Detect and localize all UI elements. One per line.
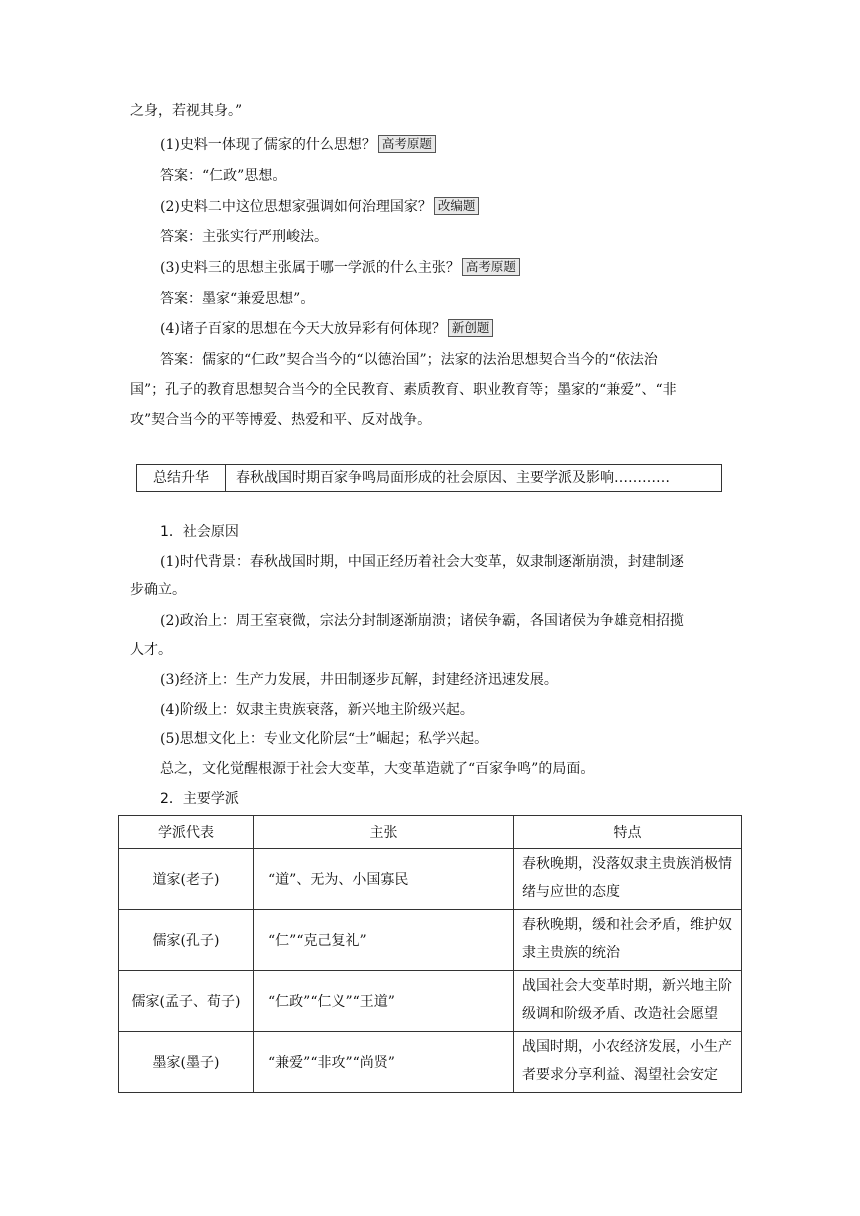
source-tag: 改编题 (434, 197, 480, 215)
question-4 (160, 319, 493, 339)
question-1 (160, 135, 436, 155)
section-heading: 2．主要学派 (160, 791, 239, 807)
question-3 (160, 258, 520, 278)
answer-4-line: 攻”契合当今的平等博爱、热爱和平、反对战争。 (130, 412, 432, 428)
source-tag: 新创题 (448, 319, 494, 337)
schools-table (118, 815, 742, 1093)
answer-4-line: 答案：儒家的“仁政”契合当今的“以德治国”；法家的法治思想契合当今的“依法治 (160, 352, 658, 368)
table-row (119, 971, 742, 1032)
doctrine-cell: “兼爱”“非攻”“尚贤” (254, 1032, 514, 1093)
column-header: 主张 (254, 816, 514, 849)
doctrine-cell: “仁政”“仁义”“王道” (254, 971, 514, 1032)
column-header: 学派代表 (119, 816, 254, 849)
summary-box (136, 464, 722, 492)
school-cell: 墨家(墨子) (119, 1032, 254, 1093)
paragraph-line: (2)政治上：周王室衰微，宗法分封制逐渐崩溃；诸侯争霸，各国诸侯为争雄竞相招揽 (160, 613, 684, 629)
question-text: (3)史料三的思想主张属于哪一学派的什么主张？ (160, 260, 460, 276)
table-row (119, 1032, 742, 1093)
doctrine-cell: “仁”“克己复礼” (254, 910, 514, 971)
text-line: 之身，若视其身。” (130, 103, 243, 119)
column-header: 特点 (514, 816, 742, 849)
feature-cell: 战国时期，小农经济发展，小生产者要求分享利益、渴望社会安定 (514, 1032, 742, 1093)
doctrine-cell: “道”、无为、小国寡民 (254, 849, 514, 910)
question-2 (160, 197, 479, 217)
summary-label: 总结升华 (137, 465, 226, 491)
paragraph-line: (4)阶级上：奴隶主贵族衰落，新兴地主阶级兴起。 (160, 702, 474, 718)
school-cell: 道家(老子) (119, 849, 254, 910)
table-row (119, 910, 742, 971)
paragraph-line: (3)经济上：生产力发展，井田制逐步瓦解，封建经济迅速发展。 (160, 672, 558, 688)
feature-cell: 春秋晚期，没落奴隶主贵族消极情绪与应世的态度 (514, 849, 742, 910)
question-text: (2)史料二中这位思想家强调如何治理国家？ (160, 199, 432, 215)
answer-4-line: 国”；孔子的教育思想契合当今的全民教育、素质教育、职业教育等；墨家的“兼爱”、“非 (130, 382, 677, 398)
source-tag: 高考原题 (378, 135, 436, 153)
summary-title: 春秋战国时期百家争鸣局面形成的社会原因、主要学派及影响………… (236, 470, 670, 486)
paragraph-line: 人才。 (130, 642, 172, 658)
paragraph-line: (1)时代背景：春秋战国时期，中国正经历着社会大变革，奴隶制逐渐崩溃，封建制逐 (160, 554, 684, 570)
question-text: (4)诸子百家的思想在今天大放异彩有何体现？ (160, 321, 446, 337)
answer-3: 答案：墨家“兼爱思想”。 (160, 291, 315, 307)
source-tag: 高考原题 (462, 258, 520, 276)
school-cell: 儒家(孟子、荀子) (119, 971, 254, 1032)
question-text: (1)史料一体现了儒家的什么思想？ (160, 137, 376, 153)
school-cell: 儒家(孔子) (119, 910, 254, 971)
paragraph-line: (5)思想文化上：专业文化阶层“士”崛起；私学兴起。 (160, 731, 489, 747)
paragraph-line: 步确立。 (130, 582, 186, 598)
answer-1: 答案：“仁政”思想。 (160, 168, 287, 184)
table-header-row (119, 816, 742, 849)
feature-cell: 战国社会大变革时期，新兴地主阶级调和阶级矛盾、改造社会愿望 (514, 971, 742, 1032)
section-heading: 1．社会原因 (160, 524, 239, 540)
feature-cell: 春秋晚期，缓和社会矛盾，维护奴隶主贵族的统治 (514, 910, 742, 971)
table-row (119, 849, 742, 910)
answer-2: 答案：主张实行严刑峻法。 (160, 229, 328, 245)
paragraph-line: 总之，文化觉醒根源于社会大变革，大变革造就了“百家争鸣”的局面。 (160, 761, 595, 777)
